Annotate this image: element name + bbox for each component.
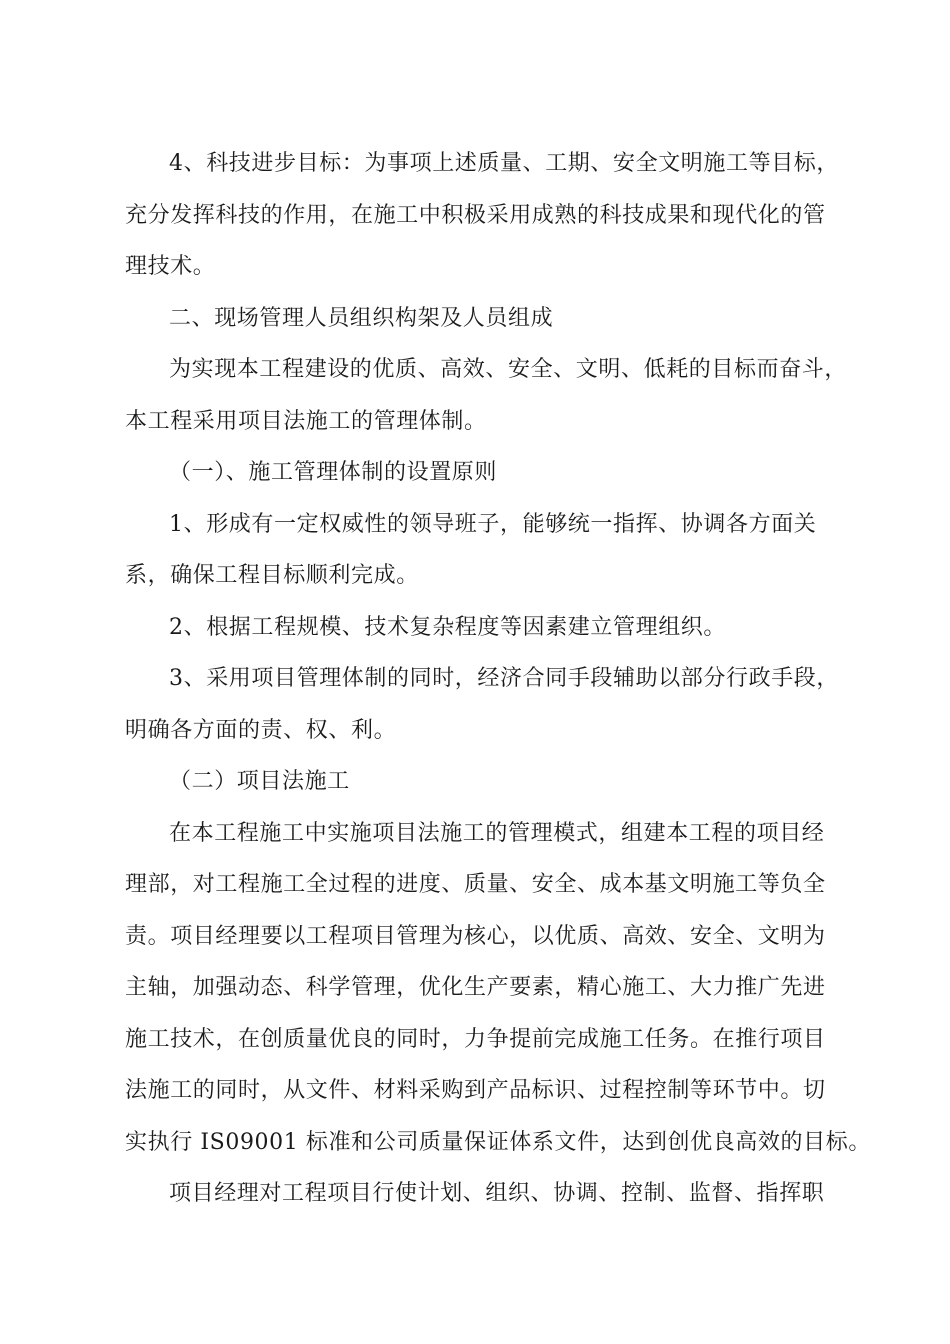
paragraph [125, 499, 825, 602]
text-line: 二、现场管理人员组织构架及人员组成 [169, 305, 554, 331]
text-line: 理技术。 [125, 254, 216, 279]
text-line: 责。项目经理要以工程项目管理为核心，以优质、高效、安全、文明为 [125, 923, 826, 949]
text-line: 法施工的同时，从文件、材料采购到产品标识、过程控制等环节中。切 [125, 1078, 826, 1103]
text-line: 理部，对工程施工全过程的进度、质量、安全、成本基文明施工等负全 [125, 872, 826, 897]
text-line: 4、科技进步目标：为事项上述质量、工期、安全文明施工等目标， [169, 151, 839, 176]
section-heading [125, 447, 825, 499]
paragraph [125, 344, 848, 447]
paragraph [125, 602, 825, 654]
text-line: （一）、施工管理体制的设置原则 [169, 460, 498, 485]
text-line: 实执行 IS09001 标准和公司质量保证体系文件，达到创优良高效的目标。 [125, 1129, 871, 1155]
paragraph [125, 653, 839, 756]
text-line: 2、根据工程规模、技术复杂程度等因素建立管理组织。 [169, 614, 726, 640]
section-heading [125, 293, 825, 345]
text-line: 本工程采用项目法施工的管理体制。 [125, 408, 487, 434]
text-line: 项目经理对工程项目行使计划、组织、协调、控制、监督、指挥职 [169, 1181, 825, 1206]
paragraph [125, 138, 839, 293]
document-body [125, 138, 871, 1220]
text-line: 系，确保工程目标顺利完成。 [125, 563, 419, 588]
text-line: 在本工程施工中实施项目法施工的管理模式，组建本工程的项目经 [169, 820, 825, 846]
text-line: 充分发挥科技的作用，在施工中积极采用成熟的科技成果和现代化的管 [125, 202, 826, 228]
text-line: 明确各方面的责、权、利。 [125, 717, 397, 743]
paragraph [125, 808, 871, 1169]
text-line: 3、采用项目管理体制的同时，经济合同手段辅助以部分行政手段， [169, 666, 839, 691]
document-page [125, 138, 871, 1220]
section-heading [125, 756, 825, 808]
text-line: （二）项目法施工 [169, 769, 350, 794]
text-line: 为实现本工程建设的优质、高效、安全、文明、低耗的目标而奋斗， [169, 357, 848, 382]
text-line: 1、形成有一定权威性的领导班子，能够统一指挥、协调各方面关 [169, 511, 817, 537]
paragraph [125, 1168, 825, 1220]
text-line: 施工技术，在创质量优良的同时，力争提前完成施工任务。在推行项目 [125, 1026, 826, 1052]
text-line: 主轴，加强动态、科学管理，优化生产要素，精心施工、大力推广先进 [125, 975, 826, 1000]
